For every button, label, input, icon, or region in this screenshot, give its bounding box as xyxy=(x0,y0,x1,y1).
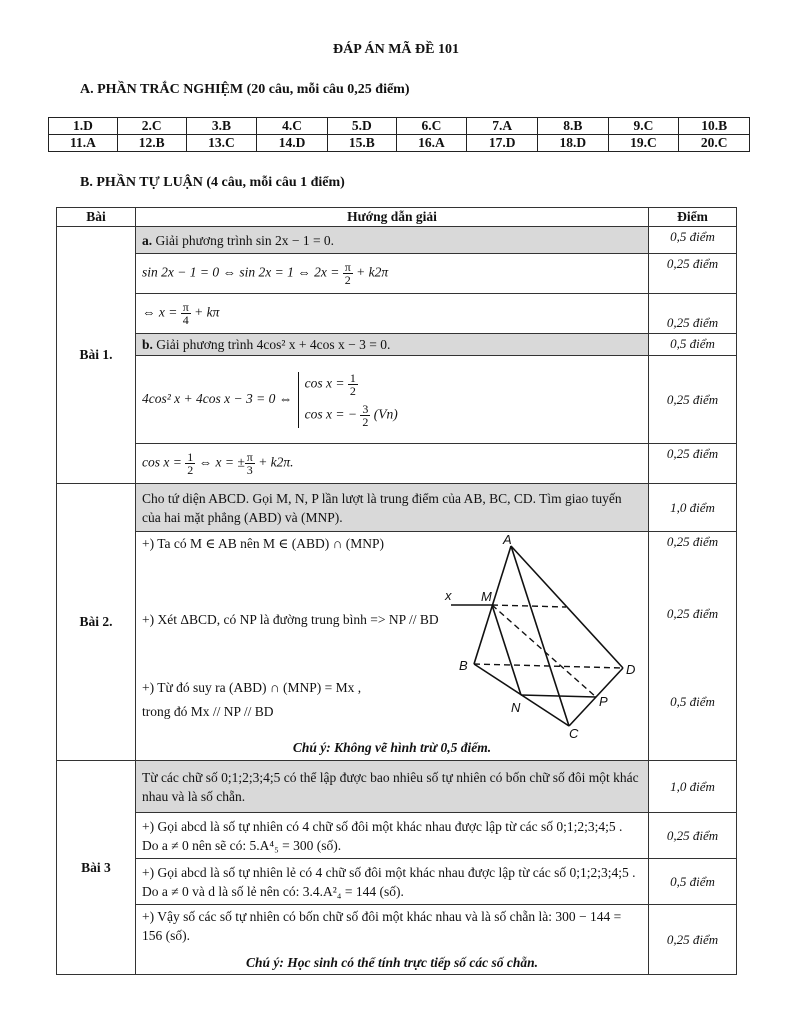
answer-cell: 13.C xyxy=(186,135,257,152)
bai3-step3: +) Vậy số các số tự nhiên có bốn chữ số đôi một khác nhau và là số chẵn là: 300 − 144 = 156 (số). Chú ý: Học sinh có thể tính trực tiếp số các số chẵn. xyxy=(136,905,649,975)
header-diem: Điểm xyxy=(649,208,737,227)
bai2-step3b: trong đó Mx // NP // BD xyxy=(142,704,274,719)
essay-solutions-table xyxy=(56,207,737,975)
bai3-point: 1,0 điểm xyxy=(649,761,737,813)
label-D: D xyxy=(626,662,636,677)
bai1-label: Bài 1. xyxy=(57,227,136,484)
bai2-point: 1,0 điểm xyxy=(649,484,737,532)
bai1-point: 0,25 điểm xyxy=(649,356,737,444)
answer-cell: 9.C xyxy=(608,118,679,135)
bai3-step1: +) Gọi abcd là số tự nhiên có 4 chữ số đôi một khác nhau được lập từ các số 0;1;2;3;4;5 . Do a ≠ 0 nên sẽ có: 5.A⁴₅ = 300 (số). xyxy=(136,813,649,859)
bai1-a-title: a. Giải phương trình sin 2x − 1 = 0. xyxy=(136,227,649,254)
answer-cell: 3.B xyxy=(186,118,257,135)
answer-cell: 10.B xyxy=(679,118,750,135)
label-N: N xyxy=(511,700,521,715)
answer-cell: 5.D xyxy=(327,118,396,135)
bai2-step3a: +) Từ đó suy ra (ABD) ∩ (MNP) = Mx , xyxy=(142,680,362,695)
label-M: M xyxy=(481,589,492,604)
header-bai: Bài xyxy=(57,208,136,227)
bai2-label: Bài 2. xyxy=(57,484,136,761)
bai1-a-step2: ⇔ x = $\frac{\pi}{4}$ + kπ xyxy=(136,294,649,334)
answer-cell: 14.D xyxy=(257,135,328,152)
bai2-points-cell xyxy=(649,532,737,761)
answer-row-1 xyxy=(49,118,750,135)
answer-cell: 18.D xyxy=(537,135,608,152)
bai2-note: Chú ý: Không vẽ hình trừ 0,5 điểm. xyxy=(292,740,492,755)
bai1-a-step1: sin 2x − 1 = 0 ⇔ sin 2x = 1 ⇔ 2x = $\frac{\pi}{2}$ + k2π xyxy=(136,254,649,294)
answer-row-2 xyxy=(49,135,750,152)
bai2-point: 0,5 điểm xyxy=(670,694,715,709)
bai3-point: 0,25 điểm xyxy=(649,905,737,975)
answer-key-table xyxy=(48,117,750,152)
bai2-point: 0,25 điểm xyxy=(666,534,719,549)
section-a-heading: A. PHẦN TRẮC NGHIỆM (20 câu, mỗi câu 0,25 điểm) xyxy=(80,82,410,97)
bai1-point: 0,5 điểm xyxy=(649,227,737,254)
answer-cell: 16.A xyxy=(396,135,467,152)
bai1-b-step1: 4cos² x + 4cos x − 3 = 0 ⇔ cos x = $\frac{1}{2}$ cos x = − $\frac{3}{2}$ (Vn) xyxy=(136,356,649,444)
section-b-heading: B. PHẦN TỰ LUẬN (4 câu, mỗi câu 1 điểm) xyxy=(80,175,345,190)
bai2-step1: +) Ta có M ∈ AB nên M ∈ (ABD) ∩ (MNP) xyxy=(142,536,385,551)
answer-cell: 6.C xyxy=(396,118,467,135)
answer-cell: 19.C xyxy=(608,135,679,152)
answer-cell: 11.A xyxy=(49,135,118,152)
bai2-step2: +) Xét ΔBCD, có NP là đường trung bình => NP // BD xyxy=(142,612,439,627)
answer-cell: 7.A xyxy=(467,118,538,135)
answer-cell: 4.C xyxy=(257,118,328,135)
label-B: B xyxy=(459,658,468,673)
bai1-point: 0,25 điểm xyxy=(649,254,737,294)
bai1-point: 0,25 điểm xyxy=(649,294,737,334)
bai1-b-step2: cos x = $\frac{1}{2}$ ⇔ x = ± $\frac{\pi}{3}$ + k2π. xyxy=(136,444,649,484)
label-P: P xyxy=(599,694,608,709)
bai3-prompt: Từ các chữ số 0;1;2;3;4;5 có thể lập được bao nhiêu số tự nhiên có bốn chữ số đôi một khác nhau và là số chẵn. xyxy=(136,761,649,813)
label-C: C xyxy=(569,726,579,741)
answer-cell: 2.C xyxy=(117,118,186,135)
bai3-note: Chú ý: Học sinh có thể tính trực tiếp số các số chẵn. xyxy=(246,955,538,970)
bai3-step2: +) Gọi abcd là số tự nhiên lẻ có 4 chữ số đôi một khác nhau được lập từ các số 0;1;2;3;4;5 . Do a ≠ 0 và d là số lẻ nên có: 3.4.A²₄ = 144 (số). xyxy=(136,859,649,905)
answer-cell: 20.C xyxy=(679,135,750,152)
bai2-point: 0,25 điểm xyxy=(666,606,719,621)
bai1-point: 0,25 điểm xyxy=(649,444,737,484)
answer-cell: 12.B xyxy=(117,135,186,152)
answer-cell: 15.B xyxy=(327,135,396,152)
answer-cell: 8.B xyxy=(537,118,608,135)
bai3-point: 0,5 điểm xyxy=(649,859,737,905)
case-bracket: cos x = $\frac{1}{2}$ cos x = − $\frac{3}{2}$ (Vn) xyxy=(298,372,398,428)
header-huong-dan: Hướng dẫn giải xyxy=(136,208,649,227)
answer-cell: 17.D xyxy=(467,135,538,152)
label-A: A xyxy=(503,532,512,547)
bai2-prompt: Cho tứ diện ABCD. Gọi M, N, P lần lượt là trung điểm của AB, BC, CD. Tìm giao tuyến của hai mặt phẳng (ABD) và (MNP). xyxy=(136,484,649,532)
answer-cell: 1.D xyxy=(49,118,118,135)
tetrahedron-figure xyxy=(441,532,636,741)
bai3-label: Bài 3 xyxy=(57,761,136,975)
label-x: x xyxy=(445,588,452,603)
bai3-point: 0,25 điểm xyxy=(649,813,737,859)
bai1-point: 0,5 điểm xyxy=(649,334,737,356)
bai1-b-title: b. Giải phương trình 4cos² x + 4cos x − 3 = 0. xyxy=(136,334,649,356)
page-title: ĐÁP ÁN MÃ ĐỀ 101 xyxy=(333,42,459,57)
bai2-solution xyxy=(136,532,649,761)
